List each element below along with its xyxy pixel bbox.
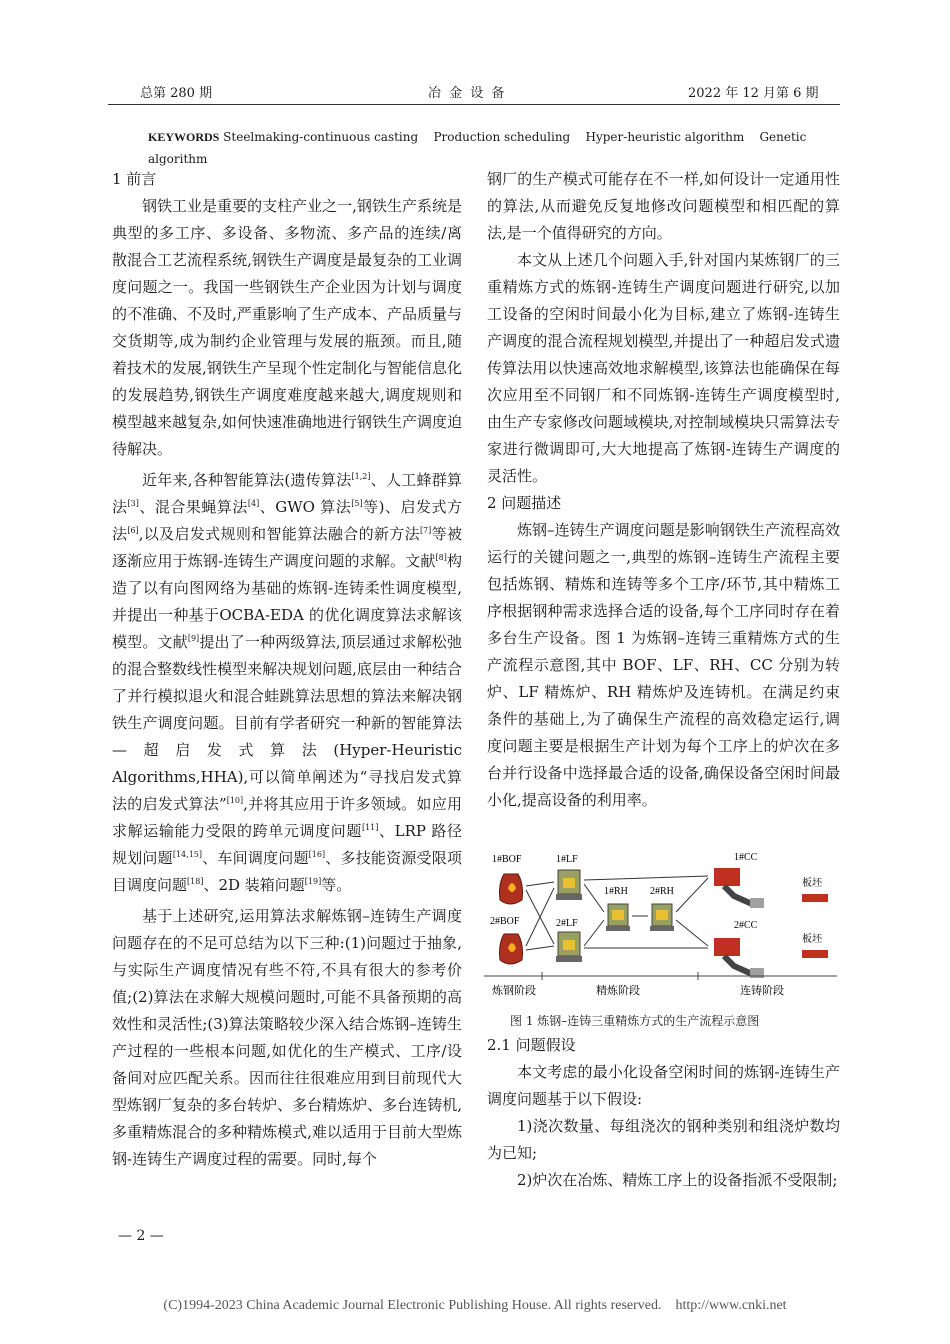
lf-2-icon (556, 932, 582, 962)
page-number: — 2 — (118, 1228, 164, 1244)
bof-2-icon (500, 934, 523, 964)
cc-2-icon (714, 938, 764, 978)
slab-2-icon (802, 950, 828, 958)
keywords-block (148, 126, 838, 170)
cc-1-label: 1#CC (734, 852, 758, 863)
bof-2-label: 2#BOF (490, 916, 520, 927)
stage-dividers (484, 972, 837, 980)
paragraph: 炼钢–连铸生产调度问题是影响钢铁生产流程高效运行的关键问题之一,典型的炼钢–连铸生产流程主要包括炼钢、精炼和连铸等多个工序/环节,其中精炼工序根据钢种需求选择合适的设备,每个工序同时存在着多台生产设备。图 1 为炼钢–连铸三重精炼方式的生产流程示意图,其中 BOF、LF、RH、CC 分别为转炉、LF 精炼炉、RH 精炼炉及连铸机。在满足约束条件的基础上,为了确保生产流程的高效稳定运行,调度问题主要是根据生产计划为每个工序上的炉次在多台并行设备中选择最合适的设备,确保设备空闲时间最小化,提高设备的利用率。 (487, 521, 840, 809)
slab-1-icon (802, 894, 828, 902)
lf-1-label: 1#LF (556, 854, 578, 865)
keywords-line-2: algorithm (148, 152, 208, 166)
bof-1-icon (500, 874, 523, 904)
slab-1-label: 板坯 (802, 878, 822, 889)
figure-1-process-diagram (484, 848, 837, 1005)
section-2-1-heading: 2.1 问题假设 (487, 1036, 576, 1054)
paragraph-related-work: 近年来,各种智能算法(遗传算法[1,2]、人工蜂群算法[3]、混合果蝇算法[4]、GWO 算法[5]等)、启发式方法[6],以及启发式规则和智能算法融合的新方法[7]等被逐渐应用于炼钢-连铸生产调度问题的求解。文献[8]构造了以有向图网络为基础的炼钢-连铸柔性调度模型,并提出一种基于OCBA-EDA 的优化调度算法求解该模型。文献[9]提出了一种两级算法,顶层通过求解松弛的混合整数线性模型来解决规划问题,底层由一种结合了并行模拟退火和混合蛙跳算法思想的算法来解决钢铁生产调度问题。目前有学者研究一种新的智能算法—超启发式算法(Hyper-Heuristic Algorithms,HHA),可以简单阐述为“寻找启发式算法的启发式算法”[10],并将其应用于许多领域。如应用求解运输能力受限的跨单元调度问题[11]、LRP 路径规划问题[14,15]、车间调度问题[16]、多技能资源受限项目调度问题[18]、2D 装箱问题[19]等。 (112, 471, 462, 894)
header-issue: 总第 280 期 (140, 86, 213, 101)
paragraph: 1)浇次数量、每组浇次的钢种类别和组浇炉数均为已知; (487, 1117, 840, 1162)
cc-2-label: 2#CC (734, 920, 758, 931)
paragraph: 本文从上述几个问题入手,针对国内某炼钢厂的三重精炼方式的炼钢-连铸生产调度问题进行研究,以加工设备的空闲时间最小化为目标,建立了炼钢-连铸生产调度的混合流程规划模型,并提出了一种超启发式遗传算法用以快速高效地求解模型,该算法也能确保在每次应用至不同钢厂和不同炼钢-连铸生产调度模型时,由生产专家修改问题域模块,对控制域模块只需算法专家进行微调即可,大大地提高了炼钢-连铸生产调度的灵活性。 (487, 251, 840, 485)
slab-2-label: 板坯 (802, 934, 822, 945)
paragraph: 钢厂的生产模式可能存在不一样,如何设计一定通用性的算法,从而避免反复地修改问题模型和相匹配的算法,是一个值得研究的方向。 (487, 170, 840, 242)
paragraph: 基于上述研究,运用算法求解炼钢–连铸生产调度问题存在的不足可总结为以下三种:(1)问题过于抽象,与实际生产调度情况有些不符,不具有很大的参考价值;(2)算法在求解大规模问题时,可能不具备预期的高效性和灵活性;(3)算法策略较少深入结合炼钢–连铸生产过程的一些根本问题,如优化的生产模式、工序/设备间对应匹配关系。因而往往很难应用到目前现代大型炼钢厂复杂的多台转炉、多台精炼炉、多台连铸机,多重精炼混合的多种精炼模式,难以适用于目前大型炼钢-连铸生产调度过程的需要。同时,每个 (112, 907, 462, 1168)
header-rule (108, 104, 840, 105)
journal-name: 冶 金 设 备 (428, 86, 507, 101)
stage-casting-label: 连铸阶段 (740, 985, 784, 997)
header-date: 2022 年 12 月第 6 期 (688, 86, 819, 101)
section-2-heading: 2 问题描述 (487, 494, 562, 512)
right-column-lower (487, 1032, 840, 1194)
stage-refining-label: 精炼阶段 (596, 985, 640, 997)
figure-1-caption: 图 1 炼钢–连铸三重精炼方式的生产流程示意图 (510, 1014, 760, 1028)
rh-1-icon (606, 904, 630, 931)
right-column (487, 166, 840, 814)
rh-2-label: 2#RH (650, 886, 674, 897)
cc-1-icon (714, 868, 764, 908)
paragraph: 钢铁工业是重要的支柱产业之一,钢铁生产系统是典型的多工序、多设备、多物流、多产品的连续/离散混合工艺流程系统,钢铁生产调度是最复杂的工业调度问题之一。我国一些钢铁生产企业因为计划与调度的不准确、不及时,严重影响了生产成本、产品质量与交货期等,成为制约企业管理与发展的瓶颈。而且,随着技术的发展,钢铁生产呈现个性定制化与智能信息化的发展趋势,钢铁生产调度难度越来越大,调度规则和模型越来越复杂,如何快速准确地进行钢铁生产调度迫待解决。 (112, 197, 462, 458)
paragraph: 本文考虑的最小化设备空闲时间的炼钢-连铸生产调度问题基于以下假设: (487, 1063, 840, 1108)
lf-2-label: 2#LF (556, 918, 578, 929)
section-1-heading: 1 前言 (112, 170, 157, 188)
left-column (112, 166, 462, 1173)
bof-1-label: 1#BOF (492, 854, 522, 865)
copyright-footer: (C)1994-2023 China Academic Journal Electronic Publishing House. All rights reserved. http://www.cnki.net (163, 1298, 787, 1313)
rh-2-icon (650, 904, 674, 931)
stage-steelmaking-label: 炼钢阶段 (492, 985, 536, 997)
keywords-label: KEYWORDS (148, 130, 220, 144)
paragraph: 2)炉次在冶炼、精炼工序上的设备指派不受限制; (517, 1171, 838, 1189)
keywords-line-1: Steelmaking-continuous casting Production scheduling Hyper-heuristic algorithm Genetic (223, 130, 807, 144)
lf-1-icon (556, 870, 582, 900)
rh-1-label: 1#RH (604, 886, 628, 897)
